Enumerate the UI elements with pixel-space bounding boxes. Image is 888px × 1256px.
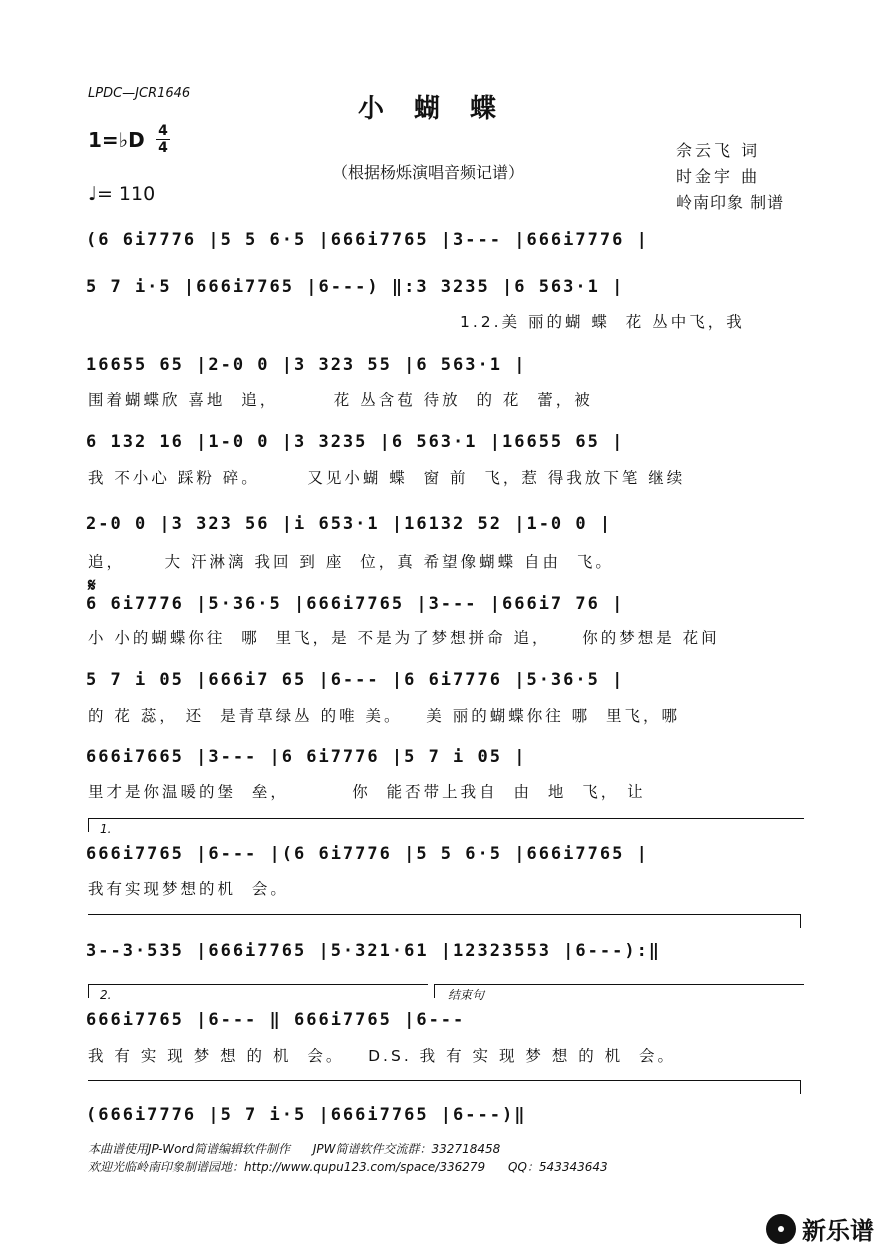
notation-row: 16655 65 |2-0 0 |3 323 55 |6 563·1 | xyxy=(86,355,527,375)
lyricist-credit: 佘云飞 词 xyxy=(676,141,761,160)
lyric-line: 追， 大 汗淋漓 我回 到 座 位，真 希望像蝴蝶 自由 飞。 xyxy=(88,553,614,571)
footer-line-2: 欢迎光临岭南印象制谱园地：http://www.qupu123.com/space/336279 QQ：543343643 xyxy=(88,1160,608,1174)
notation-row: 666i7665 |3--- |6 6i7776 |5 7 i 05 | xyxy=(86,747,527,767)
lyric-line: 我 有 实 现 梦 想 的 机 会。 D.S. 我 有 实 现 梦 想 的 机 会。 xyxy=(88,1047,677,1065)
ending-bracket xyxy=(434,984,804,985)
volta-bracket-1 xyxy=(88,818,804,819)
volta-bracket-1-cont xyxy=(88,914,800,915)
notation-row: 2-0 0 |3 323 56 |i 653·1 |16132 52 |1-0 0 | xyxy=(86,514,613,534)
volta-label-2: 2. xyxy=(100,988,112,1002)
record-disc-icon xyxy=(766,1214,796,1244)
lyric-line: 里才是你温暖的堡 垒， 你 能否带上我自 由 地 飞， 让 xyxy=(88,783,646,801)
lyric-line: 的 花 蕊， 还 是青草绿丛 的唯 美。 美 丽的蝴蝶你往 哪 里飞，哪 xyxy=(88,707,680,725)
footer-line-1: 本曲谱使用JP-Word简谱编辑软件制作 JPW简谱软件交流群：332718458 xyxy=(88,1142,501,1156)
notation-row: 666i7765 |6--- |(6 6i7776 |5 5 6·5 |666i7765 | xyxy=(86,844,649,864)
subtitle: （根据杨烁演唱音频记谱） xyxy=(332,163,525,182)
song-title: 小蝴蝶 xyxy=(358,94,527,124)
logo-text: 新乐谱 xyxy=(802,1217,874,1245)
lyric-line: 我有实现梦想的机 会。 xyxy=(88,880,289,898)
notation-row: 5 7 i·5 |666i7765 |6---) ‖:3 3235 |6 563·1 | xyxy=(86,277,625,297)
notation-row: 6 132 16 |1-0 0 |3 3235 |6 563·1 |16655 65 | xyxy=(86,432,625,452)
meter-bottom: 4 xyxy=(158,140,168,156)
segno-sign: 𝄋 xyxy=(88,575,96,596)
site-logo xyxy=(766,1211,874,1246)
notation-row: 6 6i7776 |5·36·5 |666i7765 |3--- |666i7 76 | xyxy=(86,594,625,614)
lyric-line: 小 小的蝴蝶你往 哪 里飞，是 不是为了梦想拼命 追， 你的梦想是 花间 xyxy=(88,629,720,647)
notation-row: (666i7776 |5 7 i·5 |666i7765 |6---)‖ xyxy=(86,1105,527,1125)
volta-tick xyxy=(800,1080,801,1094)
volta-tick xyxy=(434,984,435,998)
notation-row: (6 6i7776 |5 5 6·5 |666i7765 |3--- |666i7776 | xyxy=(86,230,649,250)
volta-tick xyxy=(88,984,89,998)
notation-row: 3--3·535 |666i7765 |5·321·61 |12323553 |6---):‖ xyxy=(86,941,662,961)
notation-row: 5 7 i 05 |666i7 65 |6--- |6 6i7776 |5·36·5 | xyxy=(86,670,625,690)
volta-tick xyxy=(800,914,801,928)
ending-label: 结束句 xyxy=(448,988,485,1002)
volta-label-1: 1. xyxy=(100,822,112,836)
lyric-line: 我 不小心 踩粉 碎。 又见小蝴 蝶 窗 前 飞，惹 得我放下笔 继续 xyxy=(88,469,686,487)
ending-bracket-cont xyxy=(88,1080,800,1081)
volta-bracket-2 xyxy=(88,984,428,985)
volta-tick xyxy=(88,818,89,832)
time-signature xyxy=(156,124,170,155)
lyric-line: 1.2.美 丽的蝴 蝶 花 丛中飞，我 xyxy=(460,313,745,331)
notation-row: 666i7765 |6--- ‖ 666i7765 |6--- xyxy=(86,1010,466,1030)
meter-top: 4 xyxy=(158,123,168,139)
score-code: LPDC—JCR1646 xyxy=(88,86,191,101)
lyric-line: 围着蝴蝶欣 喜地 追， 花 丛含苞 待放 的 花 蕾，被 xyxy=(88,391,593,409)
key-signature: 1=♭D xyxy=(88,128,145,152)
tempo-marking: ♩= 110 xyxy=(88,183,156,205)
transcriber-credit: 岭南印象 制谱 xyxy=(676,193,785,212)
composer-credit: 时金宇 曲 xyxy=(676,167,761,186)
